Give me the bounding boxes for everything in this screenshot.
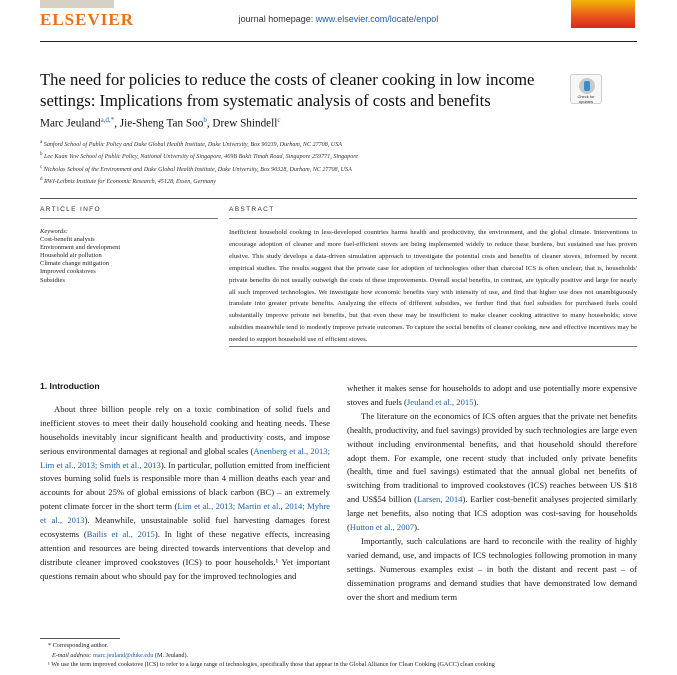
- corresponding-author-mark[interactable]: *: [110, 116, 115, 124]
- abstract-heading: ABSTRACT: [229, 206, 275, 213]
- author-name[interactable]: Drew Shindell: [212, 117, 278, 130]
- corresponding-author-note: * Corresponding author.: [48, 642, 108, 649]
- publisher-logo[interactable]: ELSEVIER: [40, 10, 134, 29]
- body-paragraph: [40, 403, 330, 584]
- footnote-rule: [40, 638, 120, 639]
- author-name[interactable]: Marc Jeuland: [40, 117, 101, 130]
- abstract-rule: [229, 218, 637, 219]
- keyword: Cost-benefit analysis: [40, 236, 95, 244]
- footnote-1: ¹ We use the term improved cookstove (ICS) to refer to a large range of technologies, specifically those that appear in the Global Alliance for Clean Cooking (GACC) clean cooking: [48, 661, 495, 669]
- keywords-label: Keywords:: [40, 228, 68, 235]
- keyword: Environment and development: [40, 244, 121, 252]
- author-affiliation-mark: b: [203, 116, 207, 124]
- text-run: ). Earlier cost-benefit analyses projected similarly large net benefits, also noting that ICS adoption was cost-saving for households (: [347, 494, 637, 533]
- article-title: The need for policies to reduce the costs of cleaner cooking in low income settings: Implications from systematic analysis of costs and benefits: [40, 70, 535, 110]
- paragraph-group: [40, 403, 330, 584]
- affiliation: $^a$ Sanford School of Public Policy and Duke Global Health Institute, Duke University, Box 90239, Durham, NC 27708, USA: [40, 140, 342, 149]
- body-paragraph: [347, 535, 637, 605]
- journal-masthead: [0, 0, 677, 34]
- keyword: Subsidies: [40, 276, 65, 284]
- text-run: ). In light of these negative effects, increasing attention and resources are being directed towards interventions that develop and distribute cleaner improved cookstoves (ICS) to poor households.¹ Yet important questions remain about who should pay for the improved technologies and: [40, 529, 330, 581]
- check-for-updates-button[interactable]: [570, 74, 602, 104]
- section-divider: [40, 198, 637, 199]
- text-run: ).: [473, 396, 479, 407]
- affiliation: $^b$ Lee Kuan Yew School of Public Policy, National University of Singapore, 469B Bukit Timah Road, Singapore 259771, Singapore: [40, 152, 359, 161]
- author-affiliation-mark: a,d,: [100, 116, 111, 124]
- author-affiliation-mark: c: [277, 116, 281, 124]
- keyword: Household air pollution: [40, 252, 102, 260]
- elsevier-tree-logo: [40, 0, 114, 8]
- body-paragraph: [347, 382, 637, 410]
- body-column-right: [347, 382, 637, 605]
- affiliation-list: [40, 138, 600, 188]
- citation-link[interactable]: Larsen, 2014: [416, 494, 463, 505]
- text-run: ). In particular, pollution emitted from inefficient stoves burning solid fuels is responsible more than 4 million deaths each year and accounts for about 25% of global emissions of black carbon (BC) – an extremely potent climate forcer in the short term (: [40, 459, 330, 512]
- article-info-heading: ARTICLE INFO: [40, 206, 101, 213]
- homepage-label: journal homepage:: [238, 14, 314, 24]
- author-name[interactable]: Jie-Sheng Tan Soo: [119, 117, 204, 130]
- text-run: ).: [414, 522, 420, 533]
- body-column-left: [40, 380, 330, 584]
- abstract-text: Inefficient household cooking in less-developed countries harms health and productivity, the environment, and the global climate. Interventions to encourage adoption of cleaner and more fuel-efficient stoves are being implemented widely to reduce these burdens, but sustained use has proven elusive. This study develops a data-driven simulation approach to investigate the potential costs and benefits of cleaner stoves, informed by recent empirical studies. The results suggest that the private case for adoption of technologies other than charcoal ICS is often unclear; that is, households' private benefits do not usually outweigh the costs of these improvements. Overall social benefits, in contrast, are typically positive and large for nearly all such improved technologies. We investigate how economic benefits vary with intensity of use, and find that higher use does not unambiguously translate into greater private benefits. Analyzing the effects of different subsidies, we further find that fuel subsidies for purchased fuels could substantially improve private net benefits, but that even these may be insufficient to make cleaner cooking attractive to many households; stove subsidies meanwhile tend to modestly improve private outcomes. To capture the social benefits of cleaner cooking, new and effective incentives may be needed to support household use of efficient stoves.: [229, 229, 637, 344]
- author-list: Marc Jeuland$^{a,d,*}$, Jie-Sheng Tan Soo$^b$, Drew Shindell$^c$: [40, 116, 281, 130]
- text-run: ). Meanwhile, unsustainable solid fuel harvesting damages forest ecosystems (: [40, 515, 331, 540]
- text-run: The literature on the economics of ICS often argues that the private net benefits (health, productivity, and fuel savings) provided by such technologies are large even without including environmental benefits, and that household should therefore adopt them. For example, one recent study that included only private benefits (health, time and fuel savings) estimated that the annual global net benefits of switching from traditional to improved cookstoves (ICS) reaches between US $18 and US$54 billion (: [347, 410, 637, 505]
- article-info-rule: [40, 218, 218, 219]
- crossmark-icon: [579, 78, 595, 94]
- citation-link[interactable]: Hutton et al., 2007: [349, 522, 415, 533]
- affiliation: $^c$ Nicholas School of the Environment and Duke Global Health Institute, Duke University, Box 90328, Durham, NC 27708, USA: [40, 164, 352, 173]
- paragraph-group: [347, 382, 637, 605]
- text-run: whether it makes sense for households to adopt and use potentially more expensive stoves and fuels (: [347, 383, 637, 407]
- citation-link[interactable]: Lim et al., 2013; Martin et al., 2014; Myhre et al., 2013: [40, 501, 330, 526]
- section-heading: 1. Introduction: [40, 381, 100, 391]
- affiliation: $^d$ RWI-Leibniz Institute for Economic Research, 45128, Essen, Germany: [40, 177, 216, 186]
- keyword: Improved cookstoves: [40, 268, 96, 276]
- body-paragraph: [347, 410, 637, 535]
- citation-link[interactable]: Jeuland et al., 2015: [406, 396, 474, 407]
- keywords-block: [40, 228, 220, 285]
- header-rule: [40, 41, 637, 42]
- email-link[interactable]: marc.jeuland@duke.edu: [93, 651, 154, 659]
- abstract-bottom-rule: [229, 346, 637, 347]
- text-run: About three billion people rely on a toxic combination of solid fuels and inefficient stoves to meet their daily household cooking and heating needs. These households inevitably incur significant health and productivity costs, and impose serious environmental damages at regional and global scales (: [40, 403, 330, 456]
- keyword: Climate change mitigation: [40, 260, 109, 268]
- footnotes: [40, 641, 640, 670]
- text-run: Importantly, such calculations are hard to reconcile with the reality of highly varied demand, use, and impacts of ICS technologies following promotion in many settings. Numerous examples exist – in both the distant and recent past – of dissemination programs and demand studies that have demonstrated low demand over the short and medium term: [347, 535, 637, 602]
- email-line: E-mail address: marc.jeuland@duke.edu (M. Jeuland).: [52, 651, 189, 659]
- citation-link[interactable]: Anenberg et al., 2013; Lim et al., 2013; Smith et al., 2013: [40, 445, 330, 470]
- journal-cover-thumbnail[interactable]: [571, 0, 635, 28]
- crossmark-label: Check for updates: [577, 94, 595, 104]
- homepage-link[interactable]: www.elsevier.com/locate/enpol: [315, 14, 439, 24]
- citation-link[interactable]: Bailis et al., 2015: [86, 529, 155, 540]
